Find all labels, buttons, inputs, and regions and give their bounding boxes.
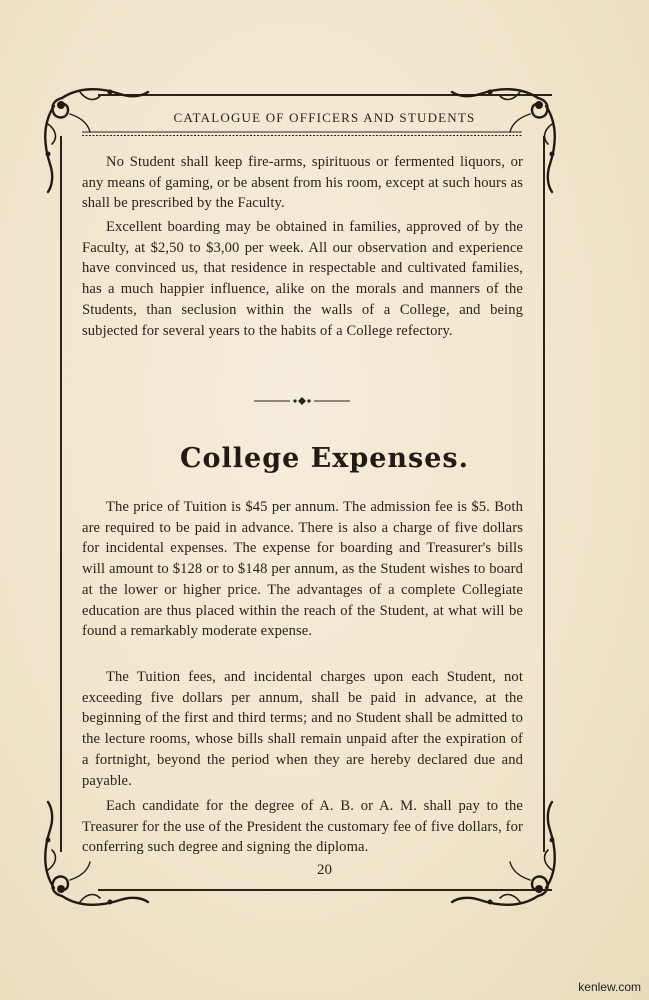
paragraph-degree-fee: Each candidate for the degree of A. B. or A. M. shall pay to the Treasurer for the use of the President the customary fee of five dollars, for conferring such degree and signing the diploma. (82, 798, 523, 856)
page-number: 20 (317, 862, 332, 878)
head-rule (82, 131, 522, 137)
paragraph-firearms: No Student shall keep fire-arms, spirituous or fermented liquors, or any means of gaming, or be absent from his room, except at such hours as shall be prescribed by the Faculty. (82, 154, 523, 212)
paragraph-boarding: Excellent boarding may be obtained in families, approved of by the Faculty, at $2,50 to $3,00 per week. All our observation and experience have convinced us, that residence in respectable and cultivated families, has a much happier influence, alike on the morals and manners of the Students, than seclusion within the walls of a College, and being subjected for several years to the habits of a College refectory. (82, 219, 523, 339)
watermark: kenlew.com (578, 980, 641, 994)
paragraph-tuition-price: The price of Tuition is $45 per annum. The admission fee is $5. Both are required to be paid in advance. There is also a charge of five dollars for incidental expenses. The expense for boarding and Treasurer's bills will amount to $128 or to $148 per annum, as the Student wishes to board at the lower or higher price. The advantages of a complete Collegiate education are thus placed within the reach of the Student, at what will be found a remarkably moderate expense. (82, 499, 523, 640)
section-title: College Expenses. (180, 443, 469, 474)
section-divider-ornament (254, 396, 350, 406)
paragraph-tuition-fees: The Tuition fees, and incidental charges upon each Student, not exceeding five dollars per annum, shall be paid in advance, at the beginning of the first and third terms; and no Student shall be admitted to the lecture rooms, whose bills shall remain unpaid after the expiration of a fortnight, beyond the period when they are hereby declared due and payable. (82, 669, 523, 789)
border-right-rule (543, 136, 545, 852)
border-left-rule (60, 136, 62, 852)
running-head: CATALOGUE OF OFFICERS AND STUDENTS (173, 110, 476, 125)
